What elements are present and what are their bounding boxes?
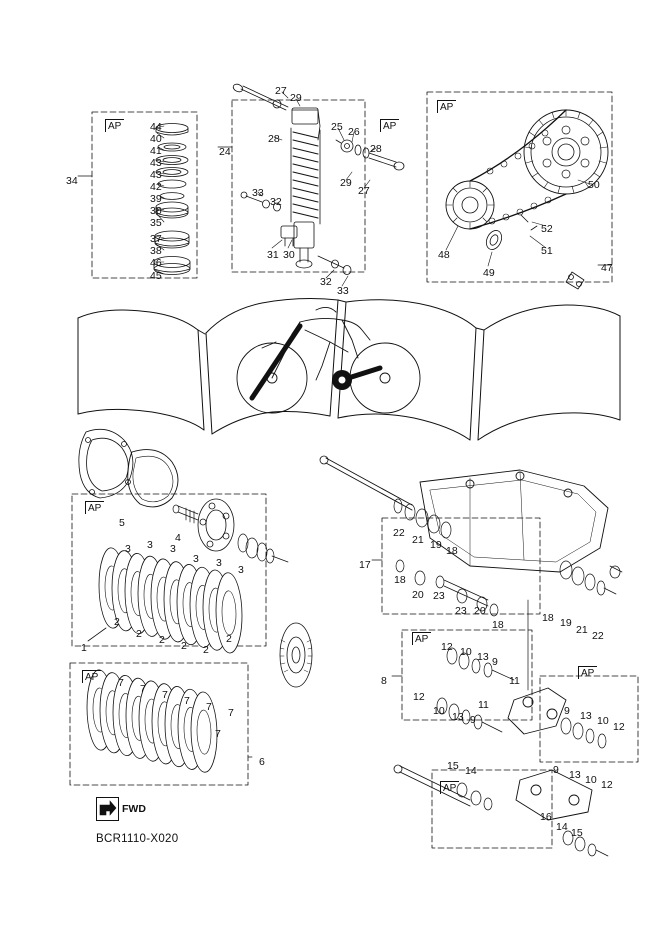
callout-number: 8 xyxy=(381,675,387,687)
callout-number: 10 xyxy=(585,774,597,786)
callout-number: 47 xyxy=(601,262,613,274)
callout-number: 10 xyxy=(460,646,472,658)
callout-number: 22 xyxy=(592,630,604,642)
callout-number: 35 xyxy=(150,217,162,229)
callout-number: 28 xyxy=(268,133,280,145)
callout-number: 22 xyxy=(393,527,405,539)
ap-shock: AP xyxy=(380,119,399,132)
callout-number: 12 xyxy=(613,721,625,733)
callout-number: 23 xyxy=(455,605,467,617)
callout-number: 20 xyxy=(474,605,486,617)
callout-number: 12 xyxy=(413,691,425,703)
callout-number: 6 xyxy=(259,756,265,768)
callout-number: 37 xyxy=(150,233,162,245)
callout-number: 32 xyxy=(320,276,332,288)
callout-number: 9 xyxy=(470,714,476,726)
callout-number: 24 xyxy=(219,146,231,158)
callout-number: 3 xyxy=(170,543,176,555)
callout-number: 7 xyxy=(162,689,168,701)
callout-number: 18 xyxy=(492,619,504,631)
callout-number: 7 xyxy=(140,683,146,695)
fwd-label: FWD xyxy=(122,803,146,815)
callout-number: 38 xyxy=(150,245,162,257)
ap-lower-left: AP xyxy=(440,781,459,794)
callout-number: 2 xyxy=(136,628,142,640)
callout-number: 40 xyxy=(150,133,162,145)
callout-number: 16 xyxy=(540,811,552,823)
callout-number: 27 xyxy=(275,85,287,97)
callout-number: 9 xyxy=(553,764,559,776)
callout-number: 7 xyxy=(184,695,190,707)
callout-number: 5 xyxy=(119,517,125,529)
ap-linkage-right: AP xyxy=(578,666,597,679)
callout-number: 28 xyxy=(370,143,382,155)
callout-number: 1 xyxy=(81,642,87,654)
callout-number: 43 xyxy=(150,157,162,169)
callout-number: 10 xyxy=(433,705,445,717)
part-code-label: BCR1110-X020 xyxy=(96,833,179,845)
callout-number: 32 xyxy=(270,196,282,208)
callout-number: 7 xyxy=(215,728,221,740)
callout-number: 27 xyxy=(358,185,370,197)
callout-number: 39 xyxy=(150,193,162,205)
callout-number: 44 xyxy=(150,121,162,133)
callout-number: 4 xyxy=(175,532,181,544)
callout-number: 21 xyxy=(412,534,424,546)
callout-number: 48 xyxy=(438,249,450,261)
callout-number: 31 xyxy=(267,249,279,261)
callout-number: 52 xyxy=(541,223,553,235)
callout-number: 3 xyxy=(216,557,222,569)
callout-number: 7 xyxy=(118,677,124,689)
callout-number: 18 xyxy=(446,545,458,557)
callout-number: 13 xyxy=(477,651,489,663)
callout-number: 3 xyxy=(147,539,153,551)
callout-number: 51 xyxy=(541,245,553,257)
callout-number: 7 xyxy=(206,701,212,713)
ap-linkage-left: AP xyxy=(412,632,431,645)
callout-number: 9 xyxy=(492,656,498,668)
callout-number: 46 xyxy=(150,257,162,269)
callout-number: 14 xyxy=(556,821,568,833)
callout-number: 33 xyxy=(252,187,264,199)
callout-number: 29 xyxy=(340,177,352,189)
callout-number: 13 xyxy=(569,769,581,781)
callout-number: 26 xyxy=(348,126,360,138)
callout-number: 9 xyxy=(564,705,570,717)
callout-number: 18 xyxy=(542,612,554,624)
callout-number: 7 xyxy=(228,707,234,719)
callout-number: 15 xyxy=(447,760,459,772)
callout-number: 10 xyxy=(597,715,609,727)
callout-number: 17 xyxy=(359,559,371,571)
callout-number: 34 xyxy=(66,175,78,187)
callout-number: 19 xyxy=(430,539,442,551)
callout-number: 43 xyxy=(150,169,162,181)
callout-number: 41 xyxy=(150,145,162,157)
callout-number: 45 xyxy=(150,270,162,282)
ap-friction-plates: AP xyxy=(82,670,101,683)
callout-number: 23 xyxy=(433,590,445,602)
callout-number: 13 xyxy=(580,710,592,722)
callout-number: 29 xyxy=(290,92,302,104)
callout-number: 2 xyxy=(203,644,209,656)
callout-number: 21 xyxy=(576,624,588,636)
callout-number: 3 xyxy=(193,553,199,565)
callout-number: 2 xyxy=(159,634,165,646)
callout-number: 20 xyxy=(412,589,424,601)
callout-number: 2 xyxy=(226,633,232,645)
callout-number: 2 xyxy=(114,616,120,628)
callout-number: 15 xyxy=(571,827,583,839)
ap-chain: AP xyxy=(437,100,456,113)
ap-clutch-plates: AP xyxy=(85,501,104,514)
callout-number: 36 xyxy=(150,205,162,217)
callout-number: 50 xyxy=(588,179,600,191)
callout-number: 42 xyxy=(150,181,162,193)
ap-clutch-top: AP xyxy=(105,119,124,132)
callout-number: 19 xyxy=(560,617,572,629)
callout-number: 33 xyxy=(337,285,349,297)
callout-number: 25 xyxy=(331,121,343,133)
callout-number: 2 xyxy=(181,640,187,652)
callout-number: 13 xyxy=(452,711,464,723)
callout-number: 12 xyxy=(441,641,453,653)
callout-number: 3 xyxy=(125,543,131,555)
callout-number: 11 xyxy=(478,699,489,711)
callout-number: 30 xyxy=(283,249,295,261)
callout-number: 49 xyxy=(483,267,495,279)
callout-number: 11 xyxy=(509,675,520,687)
callout-number: 18 xyxy=(394,574,406,586)
callout-number: 12 xyxy=(601,779,613,791)
callout-number: 3 xyxy=(238,564,244,576)
callout-number: 14 xyxy=(465,765,477,777)
